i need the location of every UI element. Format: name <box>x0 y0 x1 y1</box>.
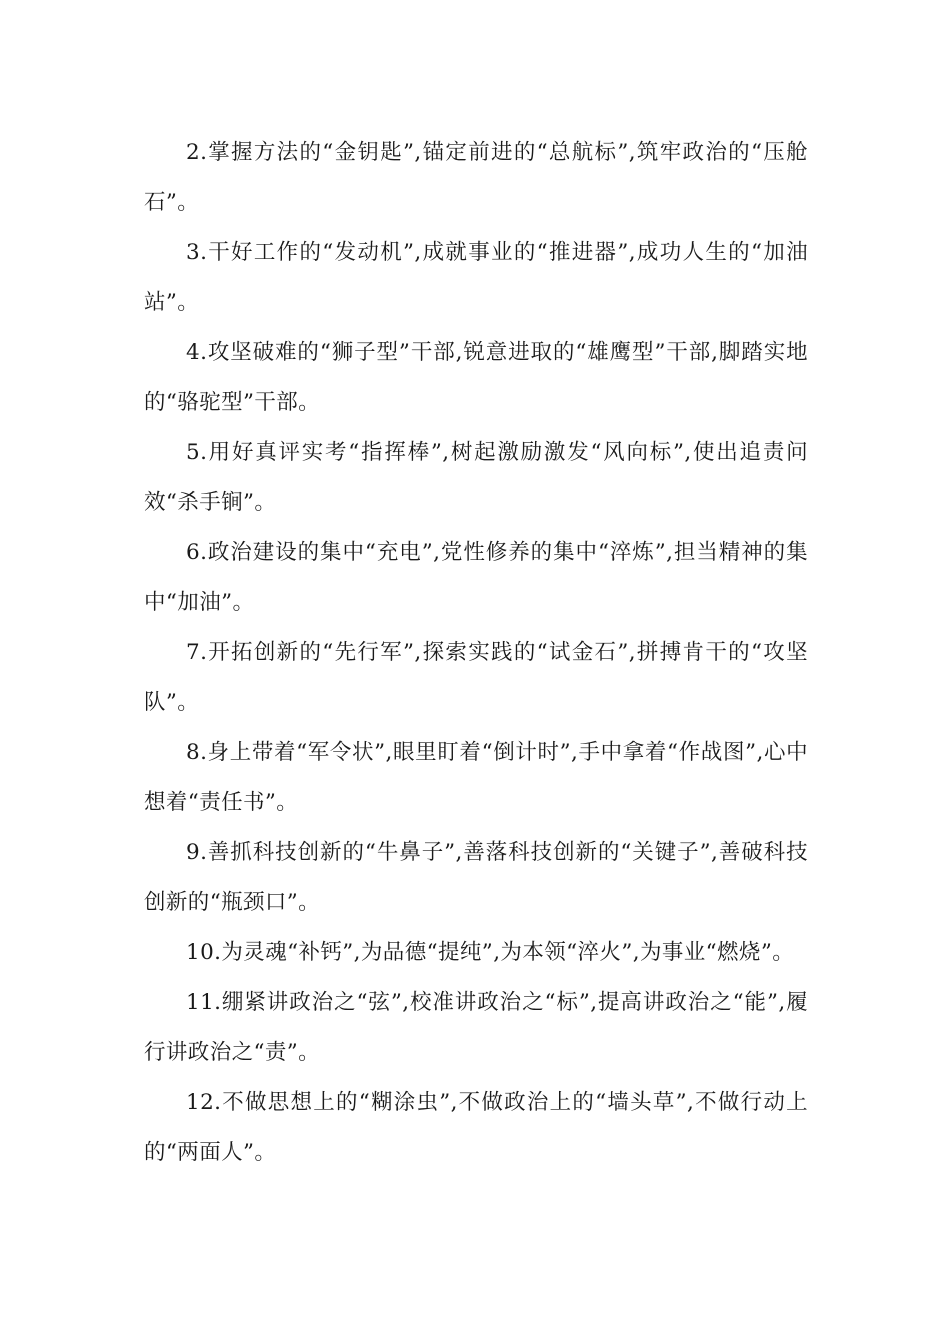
paragraph-2: 2.掌握方法的“金钥匙”,锚定前进的“总航标”,筑牢政治的“压舱石”。 <box>144 140 808 215</box>
paragraph-9: 9.善抓科技创新的“牛鼻子”,善落科技创新的“关键子”,善破科技创新的“瓶颈口”。 <box>144 840 808 915</box>
paragraph-7: 7.开拓创新的“先行军”,探索实践的“试金石”,拼搏肯干的“攻坚队”。 <box>144 640 808 715</box>
paragraph-8: 8.身上带着“军令状”,眼里盯着“倒计时”,手中拿着“作战图”,心中想着“责任书”。 <box>144 740 808 815</box>
paragraph-3: 3.干好工作的“发动机”,成就事业的“推进器”,成功人生的“加油站”。 <box>144 240 808 315</box>
paragraph-10: 10.为灵魂“补钙”,为品德“提纯”,为本领“淬火”,为事业“燃烧”。 <box>186 940 795 965</box>
paragraph-5: 5.用好真评实考“指挥棒”,树起激励激发“风向标”,使出追责问效“杀手锏”。 <box>144 440 808 515</box>
paragraph-6: 6.政治建设的集中“充电”,党性修养的集中“淬炼”,担当精神的集中“加油”。 <box>144 540 808 615</box>
document-body <box>144 128 808 1178</box>
paragraph-4: 4.攻坚破难的“狮子型”干部,锐意进取的“雄鹰型”干部,脚踏实地的“骆驼型”干部。 <box>144 340 808 415</box>
paragraph-11: 11.绷紧讲政治之“弦”,校准讲政治之“标”,提高讲政治之“能”,履行讲政治之“责”。 <box>144 990 808 1065</box>
paragraph-12: 12.不做思想上的“糊涂虫”,不做政治上的“墙头草”,不做行动上的“两面人”。 <box>144 1090 808 1165</box>
